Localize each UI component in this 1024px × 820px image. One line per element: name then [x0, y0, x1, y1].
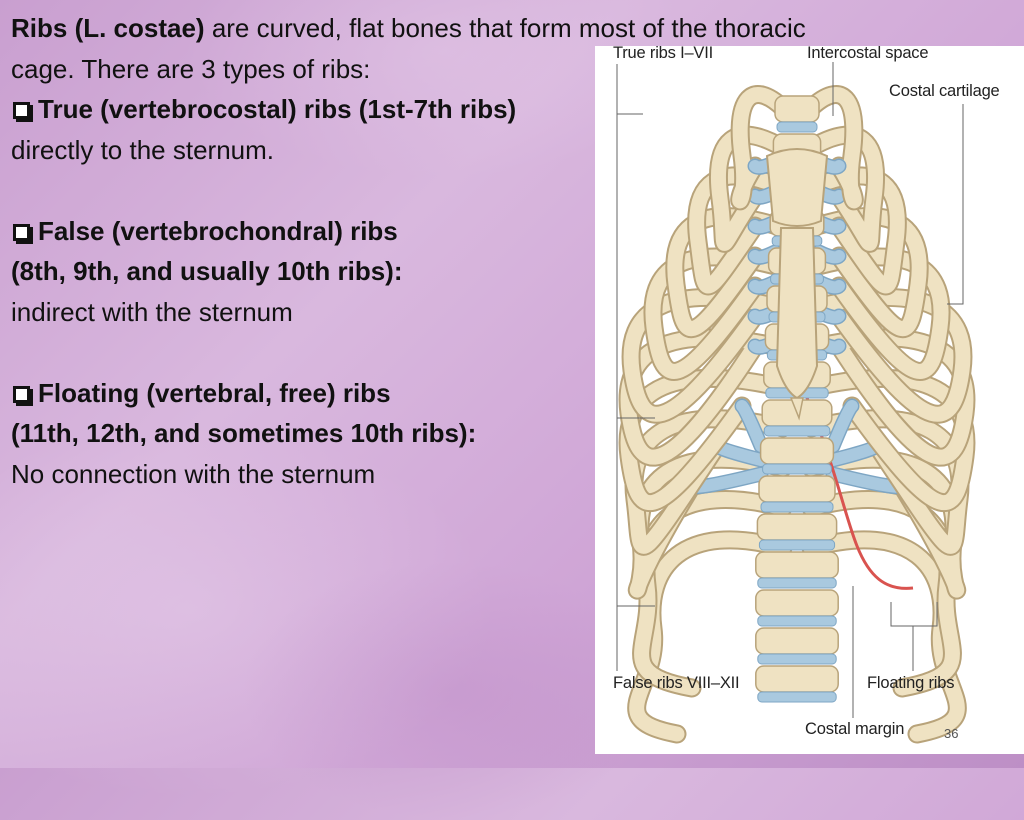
false-ribs-heading: False (vertebrochondral) ribs: [38, 215, 398, 246]
floating-ribs-description: No connection with the sternum: [11, 458, 376, 489]
checkbox-bullet-icon: [13, 224, 30, 241]
rib-cage-drawing: [595, 46, 1024, 754]
vertebra: [756, 628, 838, 654]
floating-ribs-heading: Floating (vertebral, free) ribs: [38, 377, 391, 408]
intervertebral-disc: [758, 578, 836, 588]
manubrium: [767, 149, 827, 226]
intro-line-1: [11, 8, 961, 49]
vertebra: [759, 476, 835, 502]
checkbox-bullet-icon: [13, 386, 30, 403]
intervertebral-disc: [763, 464, 832, 474]
vertebra: [756, 590, 838, 616]
vertebra: [757, 514, 836, 540]
bracket-floating-ribs: [891, 602, 937, 671]
sternum-body: [777, 228, 817, 398]
intro-line-2: cage. There are 3 types of ribs:: [11, 53, 371, 84]
leader-costal-cartilage: [947, 104, 963, 304]
label-intercostal-space: Intercostal space: [807, 44, 929, 62]
checkbox-bullet-icon: [13, 102, 30, 119]
label-false-ribs: False ribs VIII–XII: [613, 674, 740, 692]
label-costal-cartilage: Costal cartilage: [889, 82, 1000, 100]
true-ribs-heading: True (vertebrocostal) ribs (1st-7th ribs): [38, 94, 517, 124]
intervertebral-disc: [761, 502, 833, 512]
rib-cage-illustration: [595, 46, 1024, 754]
true-ribs-description: directly to the sternum.: [11, 134, 274, 165]
label-floating-ribs: Floating ribs: [867, 674, 955, 692]
page-number: 36: [944, 726, 959, 741]
floating-ribs-range: (11th, 12th, and sometimes 10th ribs):: [11, 418, 477, 448]
vertebra: [756, 552, 838, 578]
intervertebral-disc: [758, 654, 836, 664]
intervertebral-disc: [764, 426, 830, 436]
false-ribs-range: (8th, 9th, and usually 10th ribs):: [11, 256, 403, 286]
vertebra: [775, 96, 819, 122]
vertebra: [761, 438, 834, 464]
intro-term: Ribs (L. costae): [11, 13, 205, 43]
vertebra: [756, 666, 838, 692]
label-true-ribs: True ribs I–VII: [613, 44, 714, 62]
intervertebral-disc: [758, 616, 836, 626]
label-costal-margin: Costal margin: [805, 720, 905, 738]
intervertebral-disc: [777, 122, 817, 132]
intervertebral-disc: [758, 692, 836, 702]
intervertebral-disc: [759, 540, 834, 550]
false-ribs-description: indirect with the sternum: [11, 296, 293, 327]
intro-text: are curved, flat bones that form most of the thoracic: [204, 13, 806, 43]
